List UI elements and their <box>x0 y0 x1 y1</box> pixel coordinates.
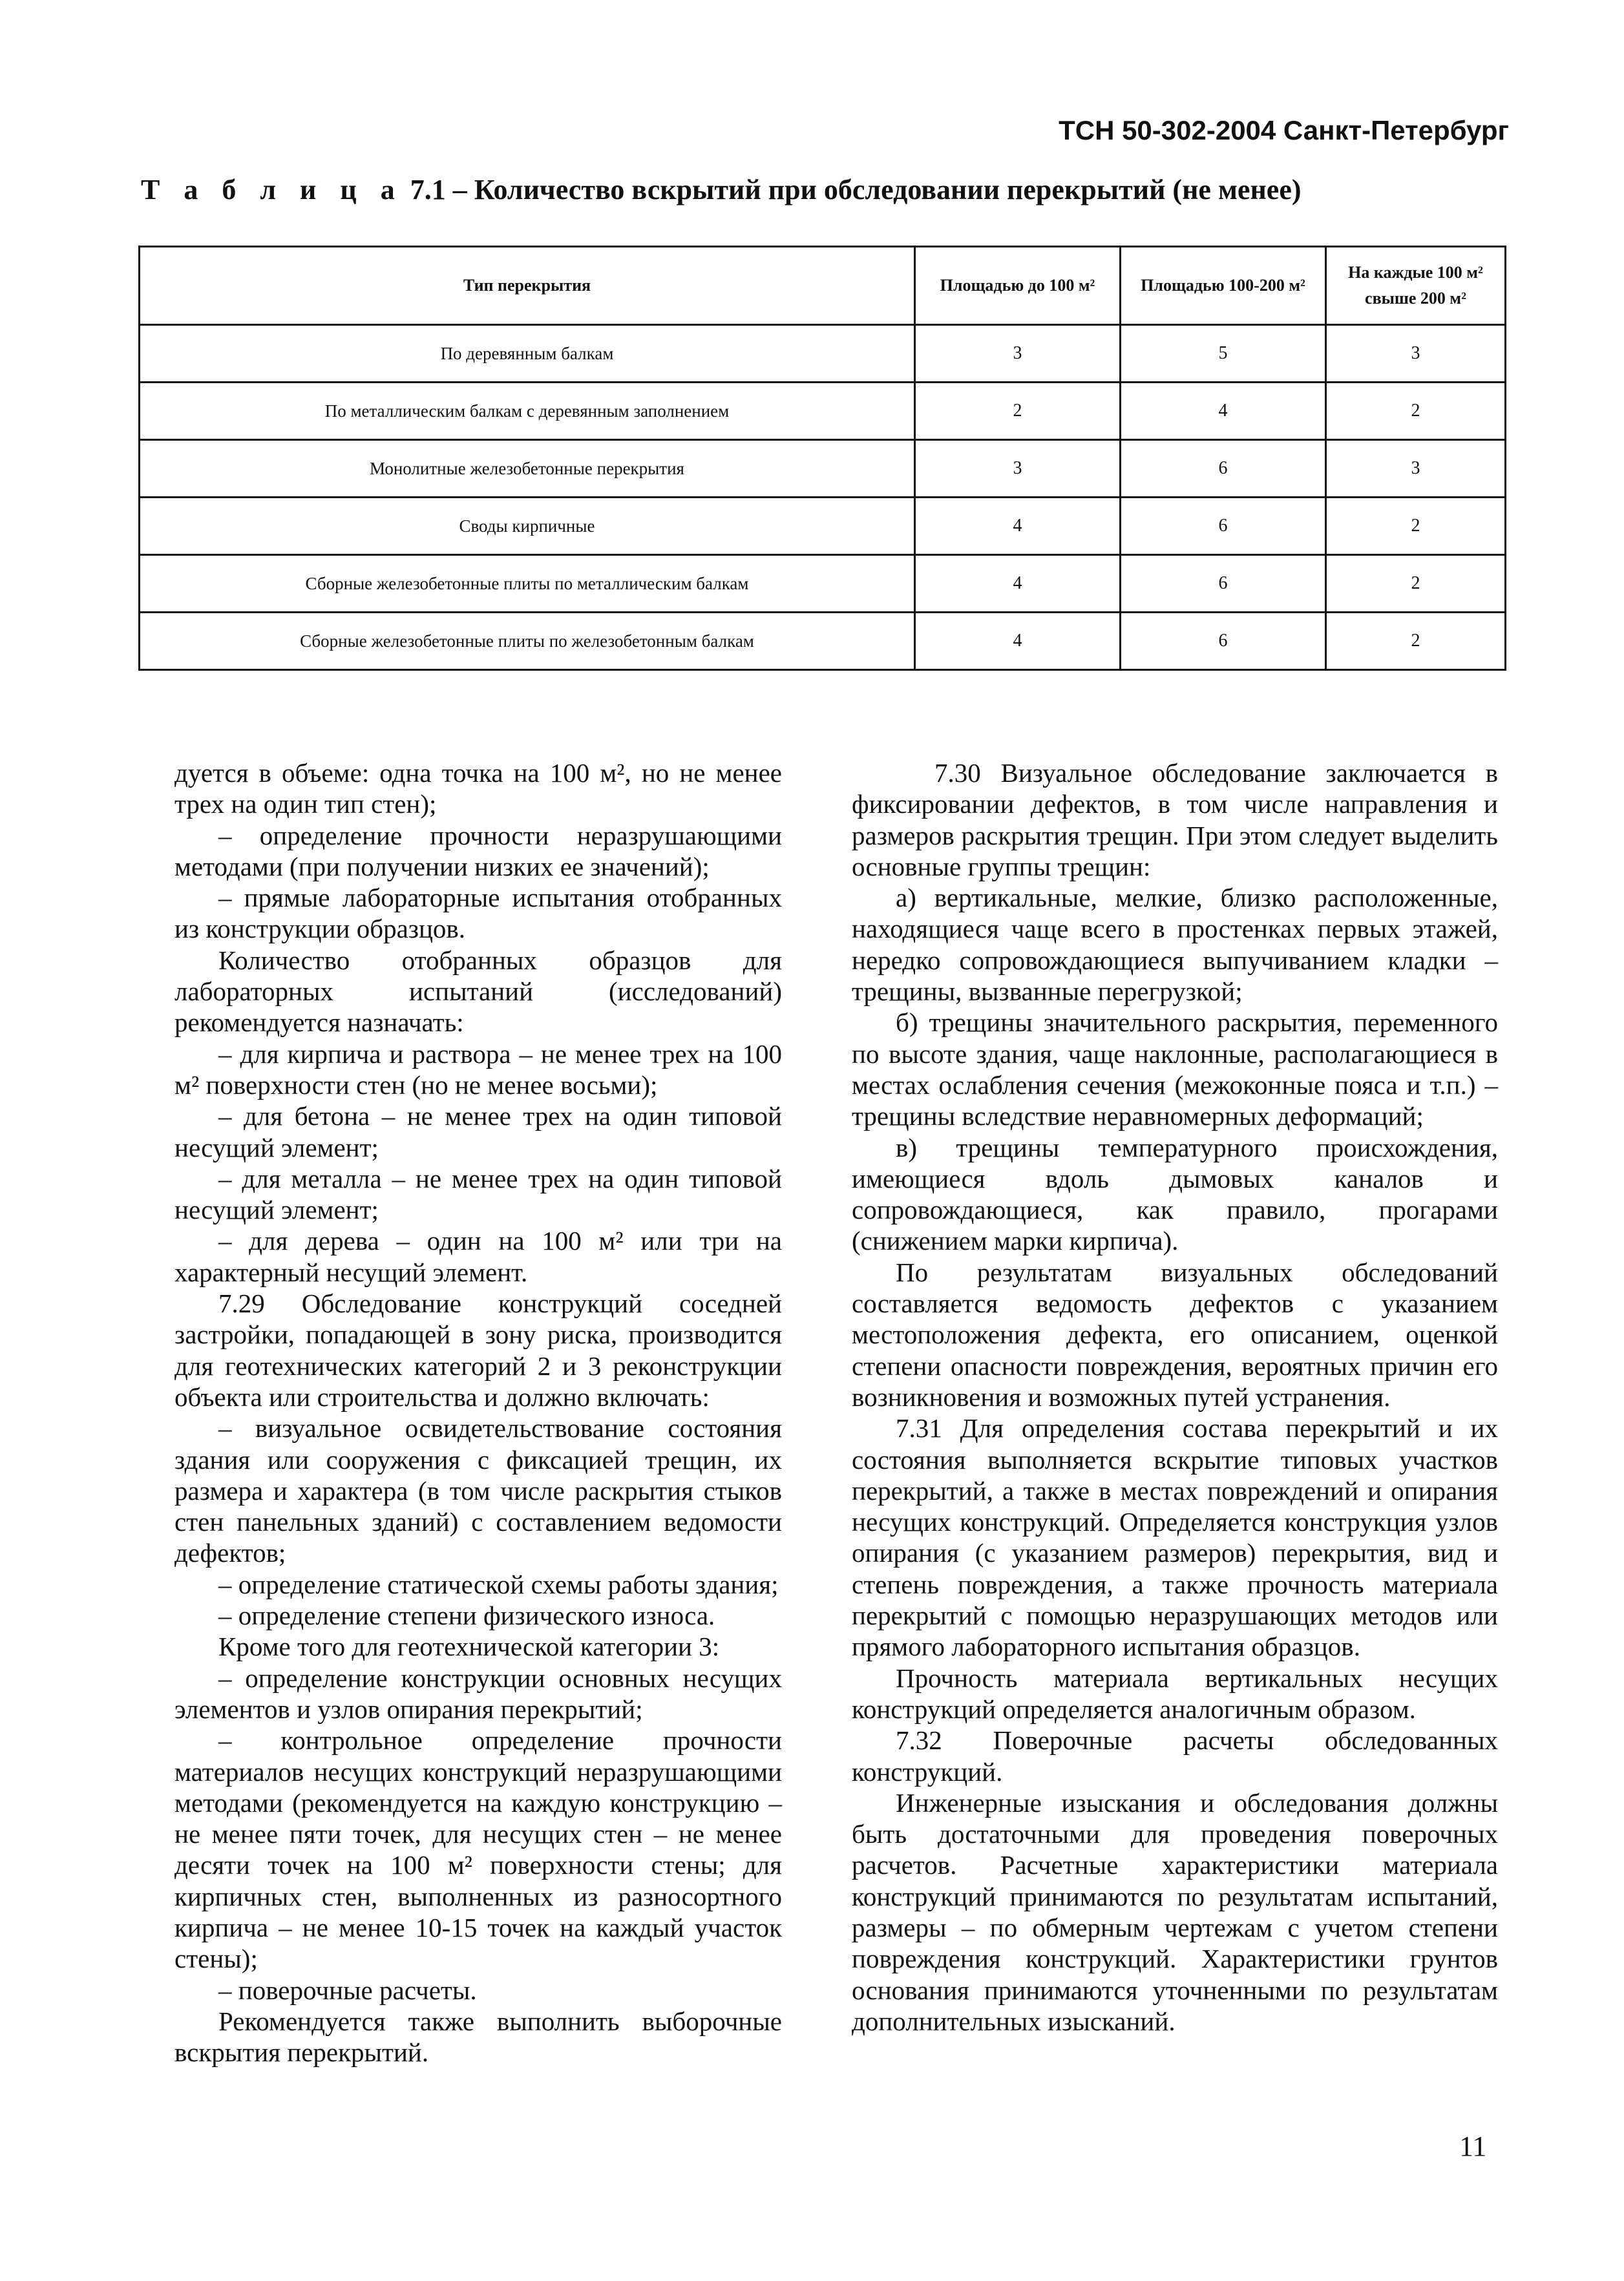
paragraph: – определение конструкции основных несущих элементов и узлов опирания перекрытий; <box>174 1663 782 1724</box>
table-cell: 2 <box>1326 383 1506 440</box>
paragraph: – для кирпича и раствора – не менее трех на 100 м² поверхности стен (но не менее восьми); <box>174 1038 782 1100</box>
table-row <box>140 383 1506 440</box>
paragraph: – прямые лабораторные испытания отобранных из конструкции образцов. <box>174 883 782 944</box>
table-row <box>140 440 1506 498</box>
section-7-30-paragraph: 7.30 Визуальное обследование заключается в фиксировании дефектов, в том числе направления и размеров раскрытия трещин. При этом следует выделить основные группы трещин: <box>852 758 1498 881</box>
section-7-31-paragraph: 7.31 Для определения состава перекрытий и их состояния выполняется вскрытие типовых участков перекрытий, а также в местах повреждений и опирания несущих конструкций. Определяется конструкция узлов опирания (с указанием размеров) перекрытия, вид и степень повреждения, а также прочность материала перекрытий с помощью неразрушающих методов или прямого лабораторного испытания образцов. <box>852 1413 1498 1662</box>
table-cell: 3 <box>915 440 1121 498</box>
table-cell: Своды кирпичные <box>140 498 915 555</box>
paragraph: Прочность материала вертикальных несущих конструкций определяется аналогичным образом. <box>852 1663 1498 1724</box>
table-cell: 4 <box>915 555 1121 613</box>
table-row <box>140 613 1506 670</box>
table-cell: 6 <box>1121 440 1326 498</box>
table-cell: 3 <box>915 325 1121 383</box>
table-cell: 2 <box>1326 498 1506 555</box>
paragraph: Кроме того для геотехнической категории 3: <box>218 1632 720 1662</box>
header-area-up-to-100: Площадью до 100 м² <box>915 247 1121 325</box>
table-cell: 2 <box>1326 555 1506 613</box>
table-caption <box>141 173 1302 206</box>
right-text-column <box>852 757 1498 2037</box>
left-text-column <box>174 757 782 2068</box>
section-7-29-paragraph: 7.29 Обследование конструкций соседней застройки, попадающей в зону риска, производится для геотехнических категорий 2 и 3 реконструкции объекта или строительства и должно включать: <box>174 1288 782 1412</box>
paragraph: – определение степени физического износа. <box>218 1601 715 1631</box>
table-caption-text: 7.1 – Количество вскрытий при обследовании перекрытий (не менее) <box>403 174 1302 205</box>
table-cell: По деревянным балкам <box>140 325 915 383</box>
paragraph: По результатам визуальных обследований составляется ведомость дефектов с указанием местоположения дефекта, его описанием, оценкой степени опасности повреждения, вероятных причин его возникновения и возможных путей устранения. <box>852 1257 1498 1412</box>
table-cell: По металлическим балкам с деревянным заполнением <box>140 383 915 440</box>
paragraph: Количество отобранных образцов для лабораторных испытаний (исследований) рекомендуется назначать: <box>174 945 782 1038</box>
table-cell: 3 <box>1326 325 1506 383</box>
openings-table <box>138 246 1506 671</box>
table-cell: 6 <box>1121 555 1326 613</box>
table-header-row <box>140 247 1506 325</box>
table-cell: 6 <box>1121 613 1326 670</box>
paragraph: – поверочные расчеты. <box>218 1975 477 2005</box>
paragraph: – контрольное определение прочности материалов несущих конструкций неразрушающими методами (рекомендуется на каждую конструкцию – не менее пяти точек, для несущих стен – не менее десяти точек на 100 м² поверхности стены; для кирпичных стен, выполненных из разносортного кирпича – не менее 10-15 точек на каждый участок стены); <box>174 1725 782 1974</box>
section-7-32-paragraph: 7.32 Поверочные расчеты обследованных конструкций. <box>852 1725 1498 1787</box>
table-cell: 4 <box>1121 383 1326 440</box>
paragraph: – для бетона – не менее трех на один типовой несущий элемент; <box>174 1101 782 1162</box>
table-cell: 4 <box>915 498 1121 555</box>
document-code-header: ТСН 50-302-2004 Санкт-Петербург <box>1059 115 1509 145</box>
header-area-100-200: Площадью 100-200 м² <box>1121 247 1326 325</box>
paragraph: в) трещины температурного происхождения, имеющиеся вдоль дымовых каналов и сопровождающиеся, как правило, прогарами (снижением марки кирпича). <box>852 1132 1498 1256</box>
paragraph: а) вертикальные, мелкие, близко расположенные, находящиеся чаще всего в простенках первых этажей, нередко сопровождающиеся выпучиванием кладки – трещины, вызванные перегрузкой; <box>852 883 1498 1007</box>
table-cell: Сборные железобетонные плиты по металлическим балкам <box>140 555 915 613</box>
table-cell: Сборные железобетонные плиты по железобетонным балкам <box>140 613 915 670</box>
paragraph: дуется в объеме: одна точка на 100 м², но не менее трех на один тип стен); <box>174 758 782 819</box>
table-cell: 2 <box>915 383 1121 440</box>
table-cell: 5 <box>1121 325 1326 383</box>
header-per-100-over-200: На каждые 100 м² свыше 200 м² <box>1326 247 1506 325</box>
table-caption-prefix: Т а б л и ц а <box>141 174 403 205</box>
header-floor-type: Тип перекрытия <box>140 247 915 325</box>
paragraph: – визуальное освидетельствование состояния здания или сооружения с фиксацией трещин, их размера и характера (в том числе раскрытия стыков стен панельных зданий) с составлением ведомости дефектов; <box>174 1413 782 1568</box>
table-row <box>140 325 1506 383</box>
table-cell: 4 <box>915 613 1121 670</box>
paragraph: Рекомендуется также выполнить выборочные вскрытия перекрытий. <box>174 2006 782 2068</box>
table-cell: 2 <box>1326 613 1506 670</box>
paragraph: – для дерева – один на 100 м² или три на характерный несущий элемент. <box>174 1226 782 1287</box>
paragraph: Инженерные изыскания и обследования должны быть достаточными для проведения поверочных расчетов. Расчетные характеристики материала конструкций принимаются по результатам испытаний, размеры – по обмерным чертежам с учетом степени повреждения конструкций. Характеристики грунтов основания принимаются уточненными по результатам дополнительных изысканий. <box>852 1787 1498 2036</box>
page-number: 11 <box>1459 2130 1487 2162</box>
paragraph: – определение прочности неразрушающими методами (при получении низких ее значений); <box>174 820 782 881</box>
table-cell: 6 <box>1121 498 1326 555</box>
paragraph: б) трещины значительного раскрытия, переменного по высоте здания, чаще наклонные, располагающиеся в местах ослабления сечения (межоконные пояса и т.п.) – трещины вследствие неравномерных деформаций; <box>852 1007 1498 1131</box>
paragraph: – для металла – не менее трех на один типовой несущий элемент; <box>174 1163 782 1225</box>
paragraph: – определение статической схемы работы здания; <box>218 1569 779 1599</box>
table-row <box>140 555 1506 613</box>
table-cell: Монолитные железобетонные перекрытия <box>140 440 915 498</box>
table-cell: 3 <box>1326 440 1506 498</box>
table-row <box>140 498 1506 555</box>
